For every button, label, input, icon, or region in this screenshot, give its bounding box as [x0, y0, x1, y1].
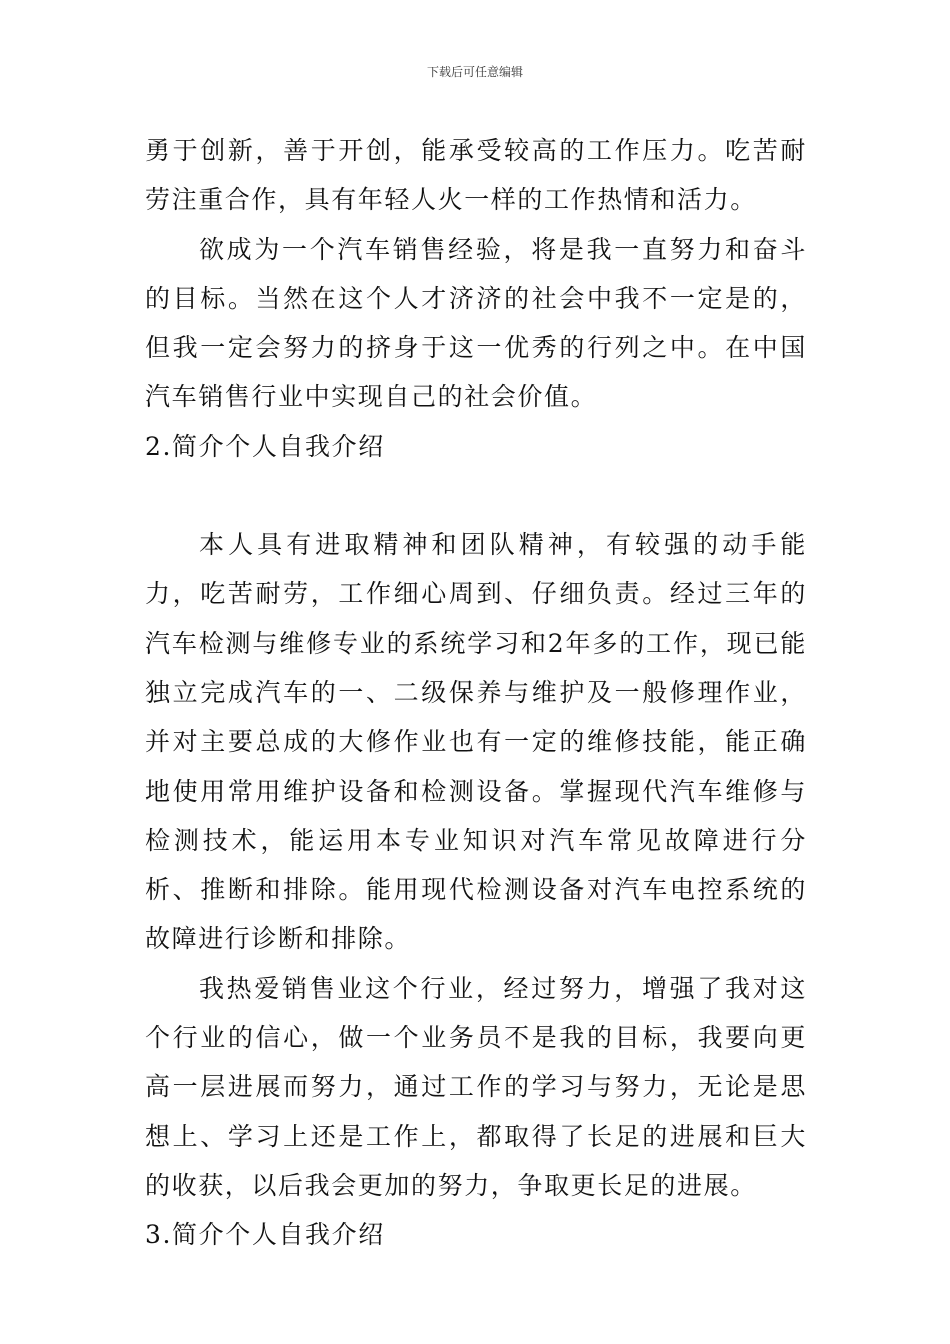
blank-line [145, 471, 807, 520]
paragraph-1: 勇于创新，善于开创，能承受较高的工作压力。吃苦耐劳注重合作，具有年轻人火一样的工作热情和活力。 [145, 136, 807, 215]
paragraph-4: 我热爱销售业这个行业，经过努力，增强了我对这个行业的信心，做一个业务员不是我的目标，我要向更高一层进展而努力，通过工作的学习与努力，无论是思想上、学习上还是工作上，都取得了长足的进展和巨大的收获，以后我会更加的努力，争取更长足的进展。 [145, 973, 807, 1200]
document-body [145, 126, 807, 1260]
page-header: 下载后可任意编辑 [426, 65, 523, 79]
paragraph-2: 欲成为一个汽车销售经验，将是我一直努力和奋斗的目标。当然在这个人才济济的社会中我不一定是的，但我一定会努力的挤身于这一优秀的行列之中。在中国汽车销售行业中实现自己的社会价值。 [145, 234, 807, 412]
paragraph-3: 本人具有进取精神和团队精神，有较强的动手能力，吃苦耐劳，工作细心周到、仔细负责。经过三年的汽车检测与维修专业的系统学习和2年多的工作，现已能独立完成汽车的一、二级保养与维护及一般修理作业，并对主要总成的大修作业也有一定的维修技能，能正确地使用常用维护设备和检测设备。掌握现代汽车维修与检测技术，能运用本专业知识对汽车常见故障进行分析、推断和排除。能用现代检测设备对汽车电控系统的故障进行诊断和排除。 [145, 530, 807, 954]
section-heading-2: 2.简介个人自我介绍 [145, 431, 385, 461]
section-heading-3: 3.简介个人自我介绍 [145, 1220, 385, 1250]
